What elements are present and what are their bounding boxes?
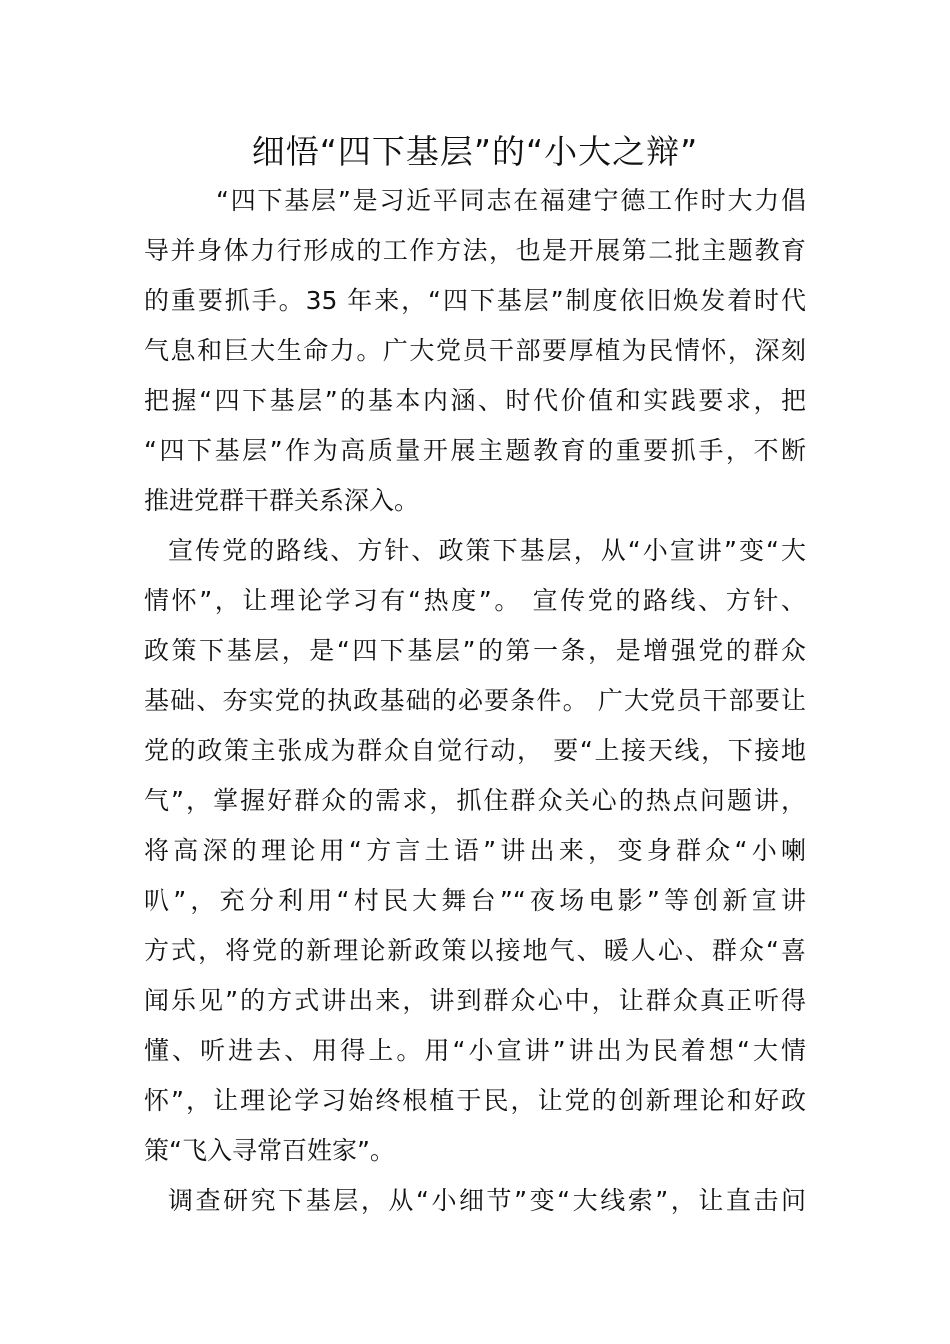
paragraph-2-line-8: 叭”，充分利用“村民大舞台”“夜场电影”等创新宣讲: [144, 886, 806, 915]
paragraph-2-line-10: 闻乐见”的方式讲出来，讲到群众心中，让群众真正听得: [144, 986, 806, 1015]
paragraph-1-line-7: 推进党群干群关系深入。: [144, 486, 420, 515]
paragraph-2-line-4: 基础、夯实党的执政基础的必要条件。 广大党员干部要让: [144, 686, 806, 715]
document-title: 细悟“四下基层”的“小大之辩”: [251, 132, 699, 171]
paragraph-1-line-5: 把握“四下基层”的基本内涵、时代价值和实践要求，把: [144, 386, 806, 415]
paragraph-1-line-6: “四下基层”作为高质量开展主题教育的重要抓手，不断: [144, 436, 806, 465]
paragraph-1-line-1: “四下基层”是习近平同志在福建宁德工作时大力倡: [216, 186, 806, 215]
paragraph-2-line-13: 策“飞入寻常百姓家”。: [144, 1136, 395, 1165]
paragraph-2-line-11: 懂、听进去、用得上。用“小宣讲”讲出为民着想“大情: [144, 1036, 806, 1065]
document-body: [144, 176, 806, 1226]
paragraph-2-line-9: 方式，将党的新理论新政策以接地气、暖人心、群众“喜: [144, 936, 806, 965]
paragraph-2-line-1: 宣传党的路线、方针、政策下基层，从“小宣讲”变“大: [168, 536, 806, 565]
paragraph-2-line-3: 政策下基层，是“四下基层”的第一条，是增强党的群众: [144, 636, 806, 665]
paragraph-1-line-3: 的重要抓手。35 年来，“四下基层”制度依旧焕发着时代: [144, 286, 806, 315]
paragraph-2-line-12: 怀”，让理论学习始终根植于民，让党的创新理论和好政: [144, 1086, 806, 1115]
paragraph-1-line-4: 气息和巨大生命力。广大党员干部要厚植为民情怀，深刻: [144, 336, 806, 365]
paragraph-2-line-6: 气”，掌握好群众的需求，抓住群众关心的热点问题讲，: [144, 786, 806, 815]
paragraph-3-line-1: 调查研究下基层，从“小细节”变“大线索”，让直击问: [168, 1186, 806, 1215]
paragraph-2-line-5: 党的政策主张成为群众自觉行动， 要“上接天线，下接地: [144, 736, 806, 765]
paragraph-2-line-7: 将高深的理论用“方言土语”讲出来，变身群众“小喇: [144, 836, 806, 865]
paragraph-1-line-2: 导并身体力行形成的工作方法，也是开展第二批主题教育: [144, 236, 806, 265]
paragraph-2-line-2: 情怀”，让理论学习有“热度”。 宣传党的路线、方针、: [144, 586, 806, 615]
